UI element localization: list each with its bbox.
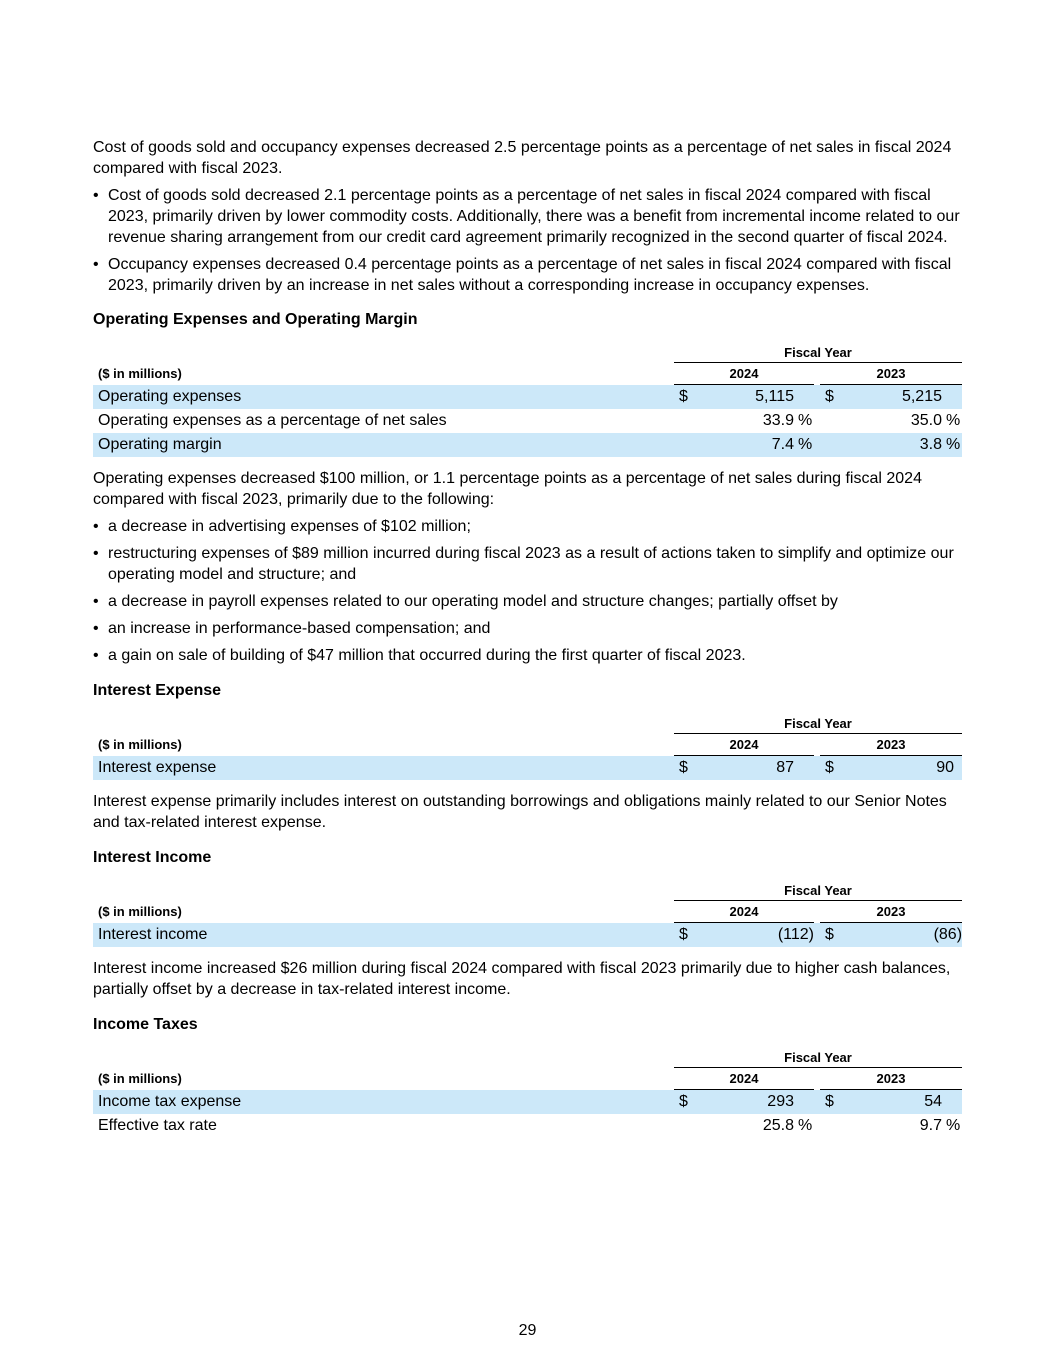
fiscal-year-header: Fiscal Year	[674, 715, 962, 734]
row-label: Interest expense	[93, 756, 674, 781]
list-item: • an increase in performance-based compensation; and	[93, 618, 962, 639]
row-label: Interest income	[93, 923, 674, 948]
year-header-2024: 2024	[674, 734, 814, 756]
currency-symbol: $	[820, 756, 840, 781]
value-2024: 7.4	[694, 433, 794, 457]
opex-intro-paragraph: Operating expenses decreased $100 million, or 1.1 percentage points as a percentage of net sales during fiscal 2024 compared with fiscal 2023, primarily due to the following:	[93, 470, 922, 508]
section-heading-interest-expense: Interest Expense	[93, 682, 222, 699]
year-header-2024: 2024	[674, 1068, 814, 1090]
value-2024: 5,115	[694, 385, 794, 410]
year-header-2023: 2023	[820, 1068, 962, 1090]
value-2023: (86)	[840, 923, 962, 948]
list-item: • Cost of goods sold decreased 2.1 percentage points as a percentage of net sales in fiscal 2024 compared with fiscal 2023, primarily driven by lower commodity costs. Additionally, there was a benefit from incremental income related to our revenue sharing arrangement from our credit card agreement primarily recognized in the second quarter of fiscal 2024.	[93, 185, 962, 248]
row-label: Operating expenses	[93, 385, 674, 410]
unit-suffix: %	[798, 412, 813, 429]
list-item: • a decrease in payroll expenses related to our operating model and structure changes; partially offset by	[93, 591, 962, 612]
table-row	[93, 923, 962, 948]
currency-symbol: $	[820, 923, 840, 948]
fiscal-year-header: Fiscal Year	[674, 344, 962, 363]
fiscal-year-header: Fiscal Year	[674, 1049, 962, 1068]
unit-suffix	[794, 1090, 814, 1115]
value-2023: 35.0	[910, 412, 942, 429]
list-item: • restructuring expenses of $89 million incurred during fiscal 2023 as a result of actions taken to simplify and optimize our operating model and structure; and	[93, 543, 962, 585]
interest-income-table	[93, 882, 962, 947]
interest-expense-table	[93, 715, 962, 780]
table-row	[93, 433, 962, 457]
currency-symbol: $	[674, 923, 694, 948]
row-label: Effective tax rate	[98, 1117, 217, 1134]
row-label: Operating margin	[93, 433, 674, 457]
value-2023: 5,215	[840, 385, 942, 410]
list-item: • a decrease in advertising expenses of $102 million;	[93, 516, 962, 537]
opex-bullet-list	[93, 516, 962, 666]
list-item: • a gain on sale of building of $47 million that occurred during the first quarter of fiscal 2023.	[93, 645, 962, 666]
currency-symbol	[674, 433, 694, 457]
value-2024: 87	[694, 756, 794, 781]
units-label: ($ in millions)	[98, 904, 182, 919]
value-2024: 25.8	[762, 1117, 794, 1134]
cogs-intro-paragraph: Cost of goods sold and occupancy expenses decreased 2.5 percentage points as a percentage of net sales in fiscal 2024 compared with fiscal 2023.	[93, 139, 952, 177]
interest-income-paragraph: Interest income increased $26 million during fiscal 2024 compared with fiscal 2023 primarily due to higher cash balances, partially offset by a decrease in tax-related interest income.	[93, 960, 951, 998]
list-item: • Occupancy expenses decreased 0.4 percentage points as a percentage of net sales in fiscal 2024 compared with fiscal 2023, primarily driven by an increase in net sales without a corresponding increase in occupancy expenses.	[93, 254, 962, 296]
currency-symbol	[820, 1114, 840, 1138]
year-header-2024: 2024	[674, 901, 814, 923]
operating-expenses-table	[93, 344, 962, 457]
section-heading-operating-expenses: Operating Expenses and Operating Margin	[93, 311, 418, 328]
value-2024: (112)	[694, 923, 814, 948]
year-header-2023: 2023	[820, 363, 962, 385]
unit-suffix: %	[794, 433, 814, 457]
table-row	[93, 385, 962, 410]
units-label: ($ in millions)	[98, 366, 182, 381]
table-row	[93, 409, 962, 433]
value-2023: 9.7	[919, 1117, 942, 1134]
document-page	[93, 137, 962, 1138]
currency-symbol	[820, 433, 840, 457]
cogs-bullet-list	[93, 185, 962, 296]
unit-suffix: %	[798, 1117, 813, 1134]
year-header-2023: 2023	[820, 901, 962, 923]
currency-symbol: $	[820, 385, 840, 410]
value-2023: 54	[840, 1090, 942, 1115]
currency-symbol: $	[820, 1090, 840, 1115]
table-row	[93, 756, 962, 781]
unit-suffix: %	[946, 412, 961, 429]
unit-suffix	[794, 385, 814, 410]
currency-symbol: $	[674, 385, 694, 410]
value-2023: 3.8	[840, 433, 942, 457]
section-heading-income-taxes: Income Taxes	[93, 1016, 198, 1033]
unit-suffix: %	[942, 433, 962, 457]
currency-symbol	[820, 409, 840, 433]
interest-expense-paragraph: Interest expense primarily includes interest on outstanding borrowings and obligations mainly related to our Senior Notes and tax-related interest expense.	[93, 793, 947, 831]
row-label: Operating expenses as a percentage of net sales	[98, 412, 447, 429]
table-row	[93, 1114, 962, 1138]
value-2024: 293	[694, 1090, 794, 1115]
currency-symbol: $	[674, 756, 694, 781]
year-header-2023: 2023	[820, 734, 962, 756]
currency-symbol	[674, 1114, 694, 1138]
units-label: ($ in millions)	[98, 737, 182, 752]
units-label: ($ in millions)	[98, 1071, 182, 1086]
currency-symbol	[674, 409, 694, 433]
year-header-2024: 2024	[674, 363, 814, 385]
unit-suffix	[942, 1090, 962, 1115]
value-2023: 90	[840, 756, 962, 781]
section-heading-interest-income: Interest Income	[93, 849, 212, 866]
fiscal-year-header: Fiscal Year	[674, 882, 962, 901]
value-2024: 33.9	[762, 412, 794, 429]
row-label: Income tax expense	[93, 1090, 674, 1115]
unit-suffix: %	[946, 1117, 961, 1134]
currency-symbol: $	[674, 1090, 694, 1115]
unit-suffix	[942, 385, 962, 410]
page-number: 29	[518, 1322, 537, 1339]
income-taxes-table	[93, 1049, 962, 1138]
table-row	[93, 1090, 962, 1115]
